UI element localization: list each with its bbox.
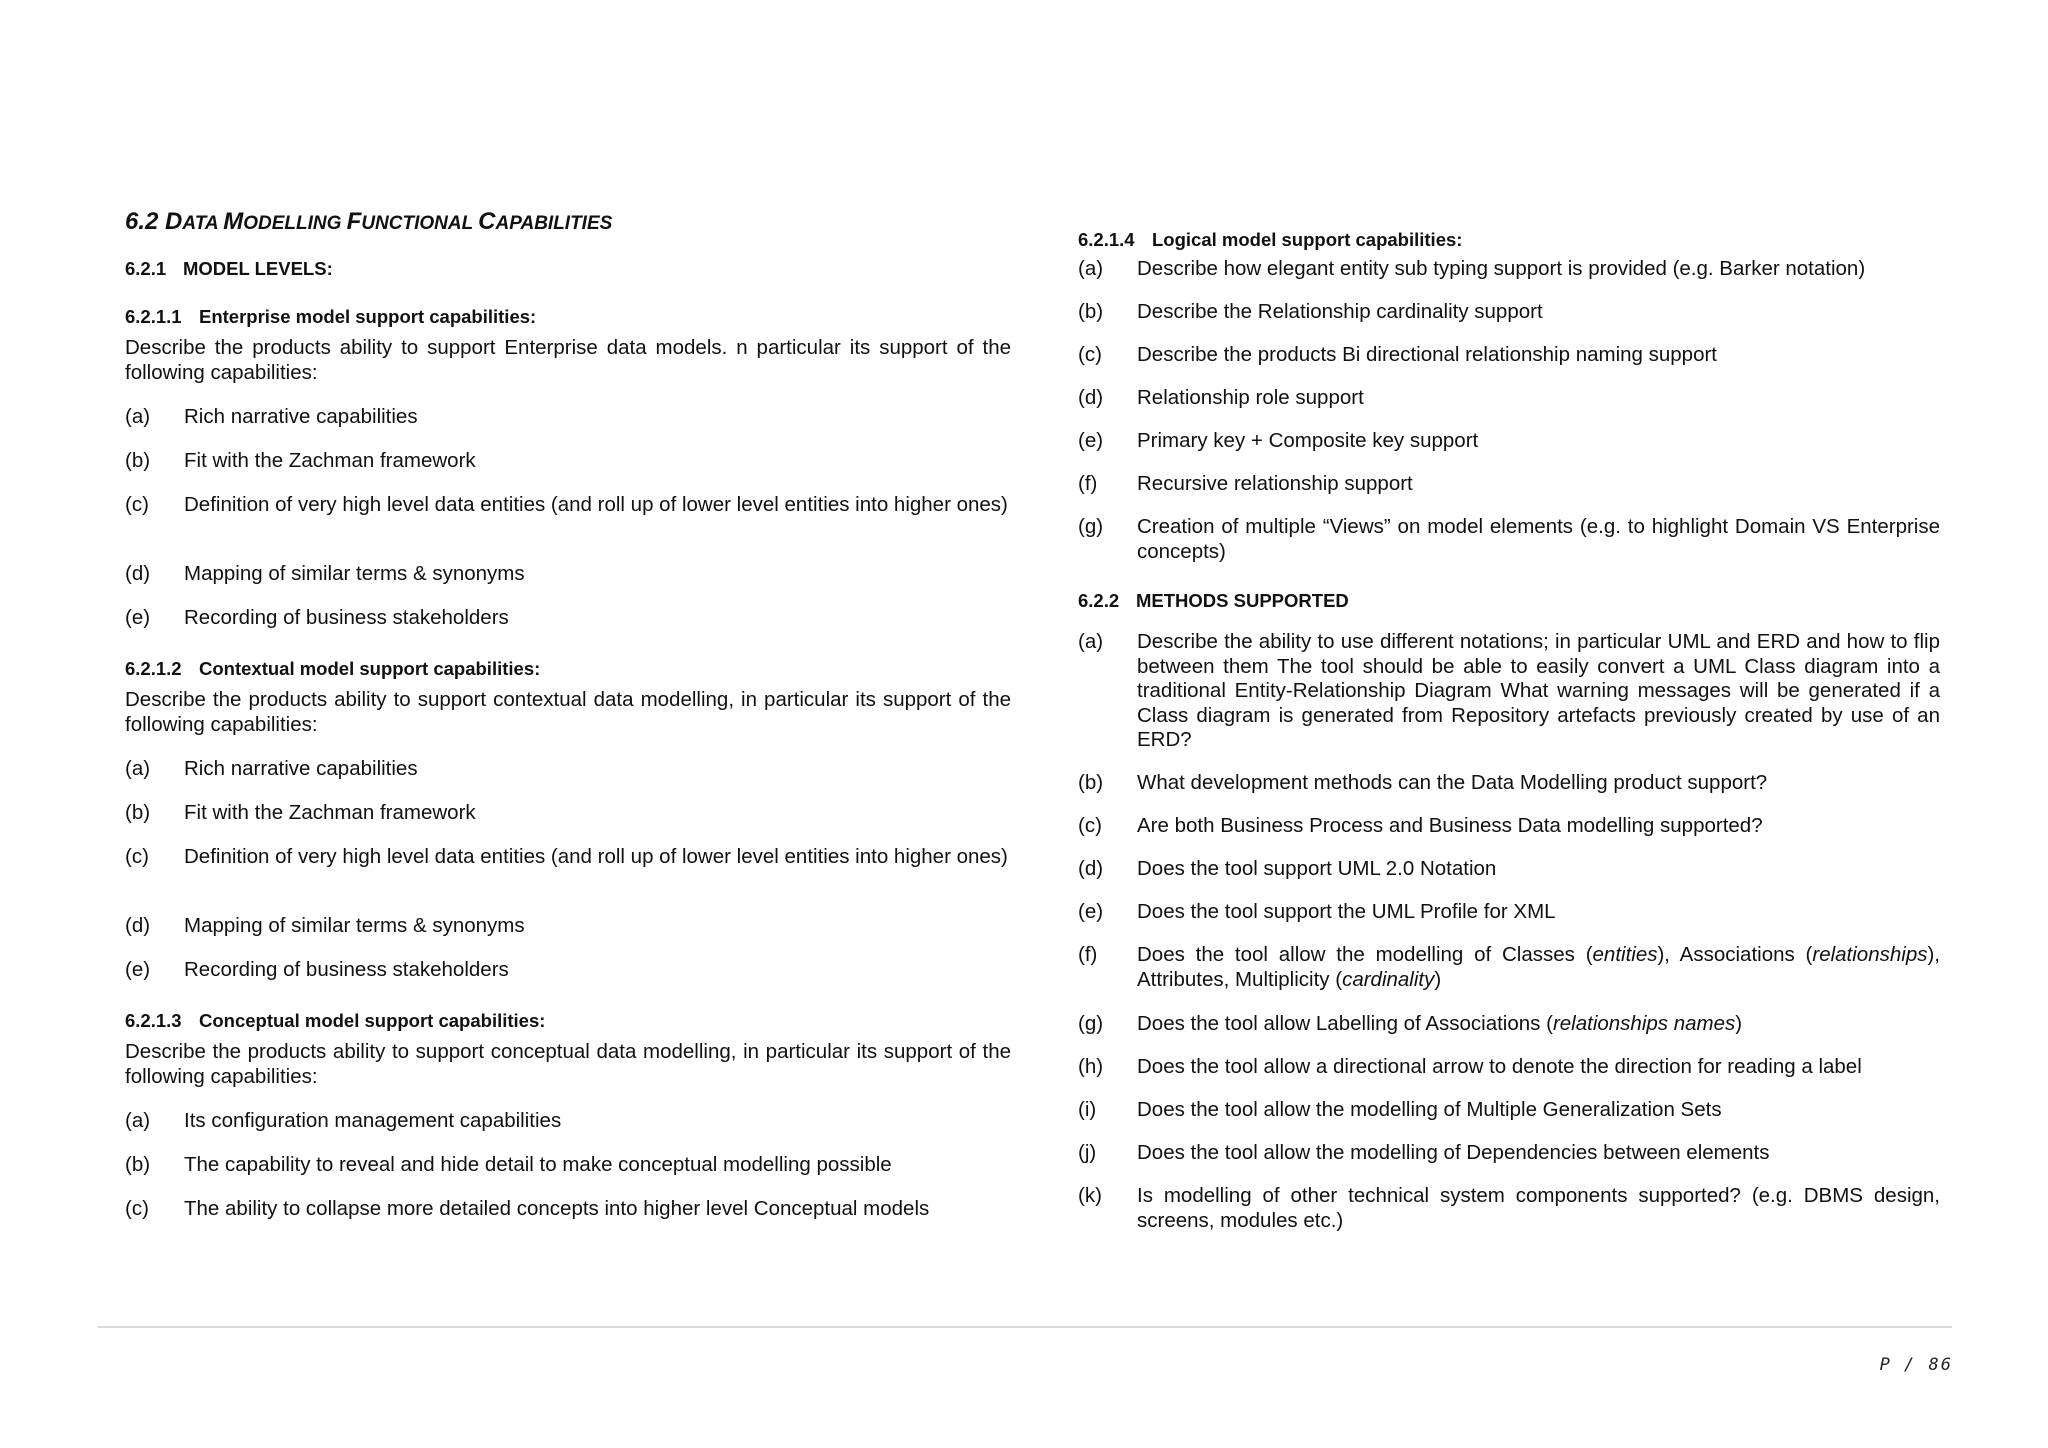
list-marker: (g) <box>1078 515 1104 538</box>
list-item <box>1078 386 1940 411</box>
list-item <box>125 493 1011 518</box>
list-item-text: Does the tool allow Labelling of Associations (relationships names) <box>1137 1012 1743 1035</box>
list-marker: (d) <box>125 562 151 585</box>
list-item-text: Describe the Relationship cardinality support <box>1137 300 1543 323</box>
list-item <box>125 801 1011 826</box>
list-item <box>1078 257 1940 282</box>
list-item <box>1078 1141 1940 1166</box>
list-item-text: Rich narrative capabilities <box>184 405 418 428</box>
list-item <box>1078 515 1940 564</box>
list-marker: (c) <box>125 845 149 868</box>
list-item-text: Recursive relationship support <box>1137 472 1413 495</box>
list-marker: (a) <box>1078 257 1104 280</box>
list-item-text: Recording of business stakeholders <box>184 958 509 981</box>
list-marker: (i) <box>1078 1098 1097 1121</box>
conceptual-intro: Describe the products ability to support conceptual data modelling, in particular its support of the following capabilities: <box>125 1040 1011 1088</box>
list-item <box>125 562 1011 587</box>
list-item <box>125 449 1011 474</box>
section-number: 6.2 <box>125 208 159 235</box>
list-item-text: Is modelling of other technical system components supported? (e.g. DBMS design, screens, modules etc.) <box>1137 1184 1940 1232</box>
list-item-text: Does the tool allow the modelling of Classes (entities), Associations (relationships), Attributes, Multiplicity (cardinality) <box>1137 943 1940 991</box>
list-item <box>1078 1012 1940 1037</box>
list-item-text: Mapping of similar terms & synonyms <box>184 562 525 585</box>
list-marker: (b) <box>125 449 151 472</box>
list-marker: (h) <box>1078 1055 1104 1078</box>
list-item <box>125 1109 1011 1134</box>
model-levels-heading: 6.2.1 MODEL LEVELS: <box>125 258 333 279</box>
enterprise-heading: 6.2.1.1 Enterprise model support capabilities: <box>125 306 537 327</box>
list-item-text: Rich narrative capabilities <box>184 757 418 780</box>
conceptual-heading: 6.2.1.3 Conceptual model support capabilities: <box>125 1010 546 1031</box>
list-marker: (a) <box>125 757 151 780</box>
list-item <box>1078 343 1940 368</box>
list-marker: (c) <box>125 1197 149 1220</box>
list-item-text: Are both Business Process and Business Data modelling supported? <box>1137 814 1763 837</box>
list-marker: (b) <box>125 1153 151 1176</box>
list-item-text: Does the tool allow the modelling of Multiple Generalization Sets <box>1137 1098 1722 1121</box>
list-item <box>1078 630 1940 753</box>
methods-heading: 6.2.2 METHODS SUPPORTED <box>1078 590 1349 611</box>
list-item <box>125 1153 1011 1178</box>
list-marker: (c) <box>125 493 149 516</box>
list-marker: (b) <box>1078 771 1104 794</box>
list-marker: (a) <box>125 1109 151 1132</box>
list-marker: (f) <box>1078 943 1098 966</box>
list-item-text: Describe the ability to use different notations; in particular UML and ERD and how to flip between them The tool should be able to easily convert a UML Class diagram into a traditional Entity-Relationship Diagram What warning messages will be generated if a Class diagram is generated from Repository artefacts previously created by use of an ERD? <box>1137 630 1940 751</box>
contextual-intro: Describe the products ability to support contextual data modelling, in particular its support of the following capabilities: <box>125 688 1011 736</box>
list-item <box>125 405 1011 430</box>
list-marker: (f) <box>1078 472 1098 495</box>
list-marker: (c) <box>1078 814 1102 837</box>
list-item <box>125 606 1011 631</box>
list-item <box>125 1197 1011 1222</box>
list-item-text: Does the tool allow a directional arrow to denote the direction for reading a label <box>1137 1055 1862 1078</box>
section-title-text: DATA MODELLING FUNCTIONAL CAPABILITIES <box>165 208 613 235</box>
list-marker: (g) <box>1078 1012 1104 1035</box>
list-item-text: The ability to collapse more detailed concepts into higher level Conceptual models <box>184 1197 930 1220</box>
list-marker: (c) <box>1078 343 1102 366</box>
list-item-text: Mapping of similar terms & synonyms <box>184 914 525 937</box>
list-item-text: Primary key + Composite key support <box>1137 429 1479 452</box>
list-item <box>1078 814 1940 839</box>
list-item-text: Its configuration management capabilities <box>184 1109 562 1132</box>
list-item <box>1078 1098 1940 1123</box>
list-item-text: Does the tool allow the modelling of Dependencies between elements <box>1137 1141 1770 1164</box>
list-item-text: Definition of very high level data entities (and roll up of lower level entities into higher ones) <box>184 493 1008 516</box>
list-item <box>125 958 1011 983</box>
list-item <box>1078 943 1940 992</box>
list-item-text: Does the tool support the UML Profile for XML <box>1137 900 1556 923</box>
list-marker: (e) <box>125 606 151 629</box>
list-item <box>1078 900 1940 925</box>
section-title <box>125 208 612 236</box>
footer-divider <box>98 1326 1952 1328</box>
list-item-text: Relationship role support <box>1137 386 1364 409</box>
logical-heading: 6.2.1.4 Logical model support capabilities: <box>1078 229 1463 250</box>
list-item <box>1078 771 1940 796</box>
list-item <box>1078 857 1940 882</box>
list-marker: (d) <box>1078 857 1104 880</box>
list-item <box>1078 472 1940 497</box>
list-marker: (d) <box>1078 386 1104 409</box>
list-item-text: What development methods can the Data Modelling product support? <box>1137 771 1768 794</box>
list-marker: (b) <box>125 801 151 824</box>
contextual-heading: 6.2.1.2 Contextual model support capabilities: <box>125 658 541 679</box>
list-item-text: Describe the products Bi directional relationship naming support <box>1137 343 1718 366</box>
list-item <box>125 914 1011 939</box>
enterprise-intro: Describe the products ability to support Enterprise data models. n particular its support of the following capabilities: <box>125 336 1011 384</box>
list-item <box>125 845 1011 870</box>
list-item-text: Creation of multiple “Views” on model elements (e.g. to highlight Domain VS Enterprise concepts) <box>1137 515 1940 563</box>
list-item-text: Describe how elegant entity sub typing support is provided (e.g. Barker notation) <box>1137 257 1866 280</box>
list-marker: (k) <box>1078 1184 1102 1207</box>
list-item-text: The capability to reveal and hide detail to make conceptual modelling possible <box>184 1153 892 1176</box>
list-marker: (e) <box>125 958 151 981</box>
page-number: P / 86 <box>1879 1355 1953 1375</box>
list-item <box>1078 429 1940 454</box>
list-marker: (e) <box>1078 900 1104 923</box>
list-item-text: Does the tool support UML 2.0 Notation <box>1137 857 1497 880</box>
list-item <box>1078 1184 1940 1233</box>
list-item-text: Fit with the Zachman framework <box>184 449 476 472</box>
list-item <box>125 757 1011 782</box>
list-marker: (a) <box>125 405 151 428</box>
list-item-text: Recording of business stakeholders <box>184 606 509 629</box>
list-marker: (e) <box>1078 429 1104 452</box>
list-marker: (j) <box>1078 1141 1097 1164</box>
list-marker: (a) <box>1078 630 1104 653</box>
list-item <box>1078 300 1940 325</box>
list-marker: (d) <box>125 914 151 937</box>
list-item-text: Fit with the Zachman framework <box>184 801 476 824</box>
list-item <box>1078 1055 1940 1080</box>
list-marker: (b) <box>1078 300 1104 323</box>
list-item-text: Definition of very high level data entities (and roll up of lower level entities into higher ones) <box>184 845 1008 868</box>
